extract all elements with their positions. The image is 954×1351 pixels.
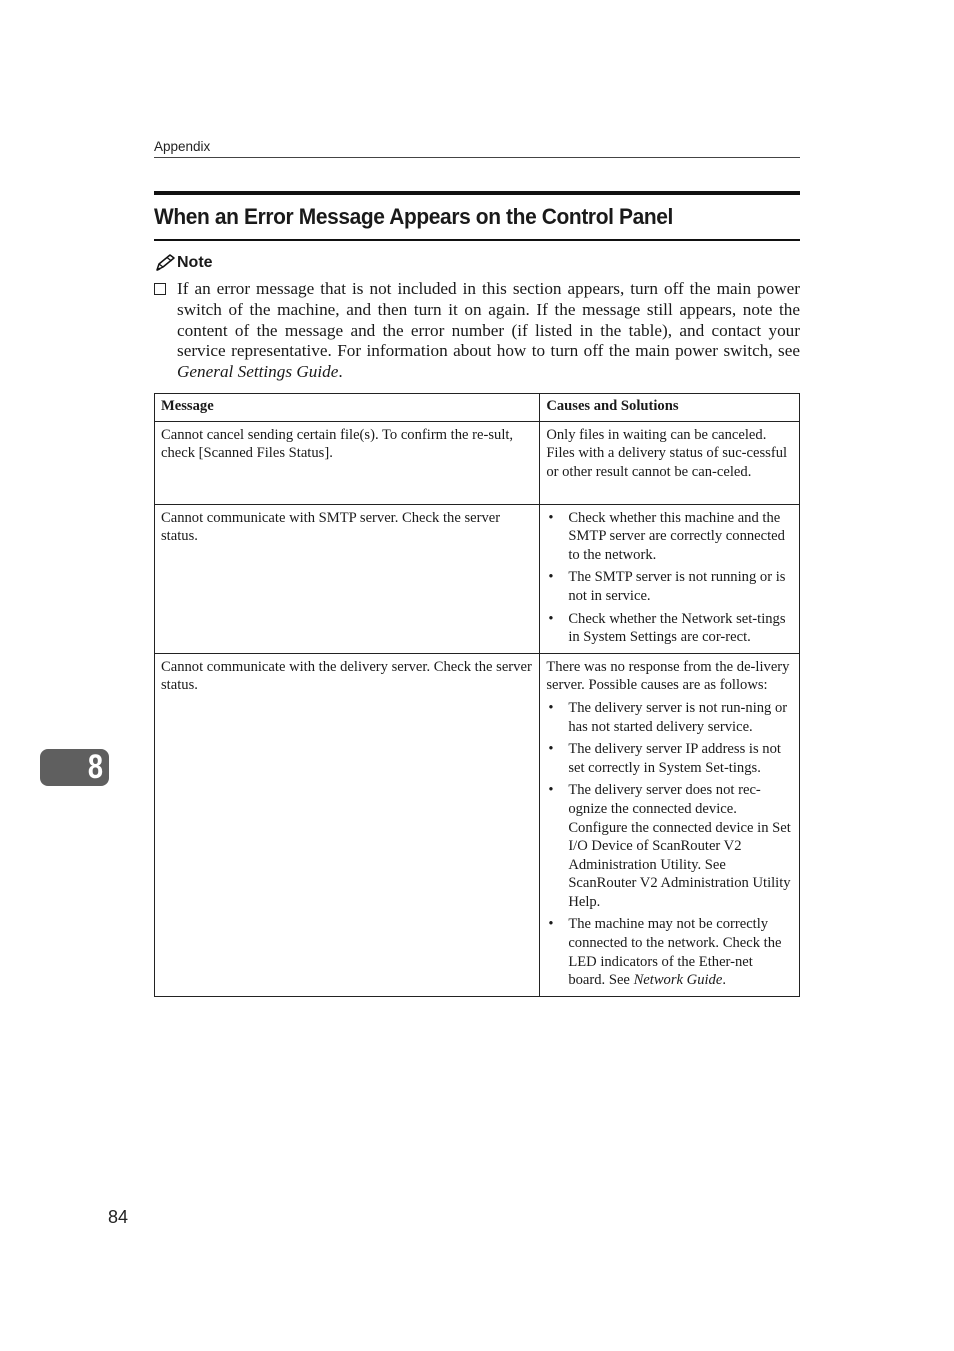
error-message-table (154, 393, 800, 997)
bullet-icon: • (548, 741, 554, 758)
table-header-row (155, 394, 800, 422)
list-item-text-end: . (722, 972, 726, 989)
bullet-icon: • (548, 916, 554, 933)
list-item-text: Check whether this machine and the SMTP server are correctly connected to the network. (568, 509, 785, 563)
column-header-solutions: Causes and Solutions (540, 394, 800, 422)
section-title-bar (154, 191, 800, 241)
note-heading-label: Note (177, 254, 213, 271)
note-body (154, 279, 800, 383)
pencil-icon (154, 254, 176, 272)
solution-text: There was no response from the de-livery server. Possible causes are as follows: (546, 658, 790, 694)
list-item-text: The delivery server is not run-ning or has not started delivery service. (568, 699, 788, 735)
solution-cell (540, 504, 800, 653)
table-row (155, 653, 800, 996)
chapter-number: 8 (87, 748, 104, 786)
bullet-icon: • (548, 569, 554, 586)
note-reference: General Settings Guide (177, 362, 339, 382)
list-item-text: The delivery server IP address is not set correctly in System Set-tings. (568, 741, 781, 776)
note-heading (154, 254, 213, 272)
message-cell (155, 504, 540, 653)
table-row (155, 421, 800, 504)
bullet-icon: • (548, 782, 554, 799)
table-row (155, 504, 800, 653)
chapter-tab (40, 749, 109, 786)
list-item-text: Check whether the Network set-tings in System Settings are cor-rect. (568, 610, 786, 646)
message-cell (155, 653, 540, 996)
list-item (546, 699, 793, 736)
list-item (546, 610, 793, 647)
solution-cell (540, 421, 800, 504)
checkbox-icon (154, 283, 166, 295)
bullet-icon: • (548, 699, 554, 716)
message-text: Cannot communicate with the delivery server. Check the server status. (161, 658, 532, 694)
solution-list (546, 509, 793, 647)
message-text: Cannot communicate with SMTP server. Check the server status. (161, 509, 501, 545)
running-head: Appendix (154, 139, 800, 158)
solution-text: Only files in waiting can be canceled. Files with a delivery status of suc-cessful or other result cannot be can-celed. (546, 426, 788, 480)
bullet-icon: • (548, 509, 554, 526)
bullet-icon: • (548, 610, 554, 627)
message-cell (155, 421, 540, 504)
list-item-text: The delivery server does not rec-ognize the connected device. Configure the connected device in Set I/O Device of ScanRouter V2 Administration Utility. See ScanRouter V2 Administration Utility Help. (568, 782, 791, 910)
note-text (177, 279, 800, 383)
list-item-text: The machine may not be correctly connected to the network. Check the LED indicators of the Ether-net board. See (568, 916, 782, 989)
note-text-end: . (338, 362, 343, 382)
note-text-main: If an error message that is not included in this section appears, turn off the main power switch of the machine, and then turn it on again. If the message still appears, note the content of the message and the error number (if listed in the table), and contact your service representative. For information about how to turn off the main power switch, see (177, 279, 800, 361)
list-item (546, 509, 793, 565)
column-header-message: Message (155, 394, 540, 422)
solution-list (546, 699, 793, 990)
solution-cell (540, 653, 800, 996)
list-item (546, 740, 793, 777)
list-item (546, 568, 793, 605)
list-item (546, 915, 793, 989)
list-item (546, 781, 793, 911)
message-text: Cannot cancel sending certain file(s). To confirm the re-sult, check [Scanned Files Status]. (161, 426, 514, 462)
manual-reference: Network Guide (633, 972, 723, 989)
page-number: 84 (108, 1207, 129, 1227)
list-item-text: The SMTP server is not running or is not in service. (568, 569, 786, 604)
section-title: When an Error Message Appears on the Control Panel (154, 204, 673, 229)
